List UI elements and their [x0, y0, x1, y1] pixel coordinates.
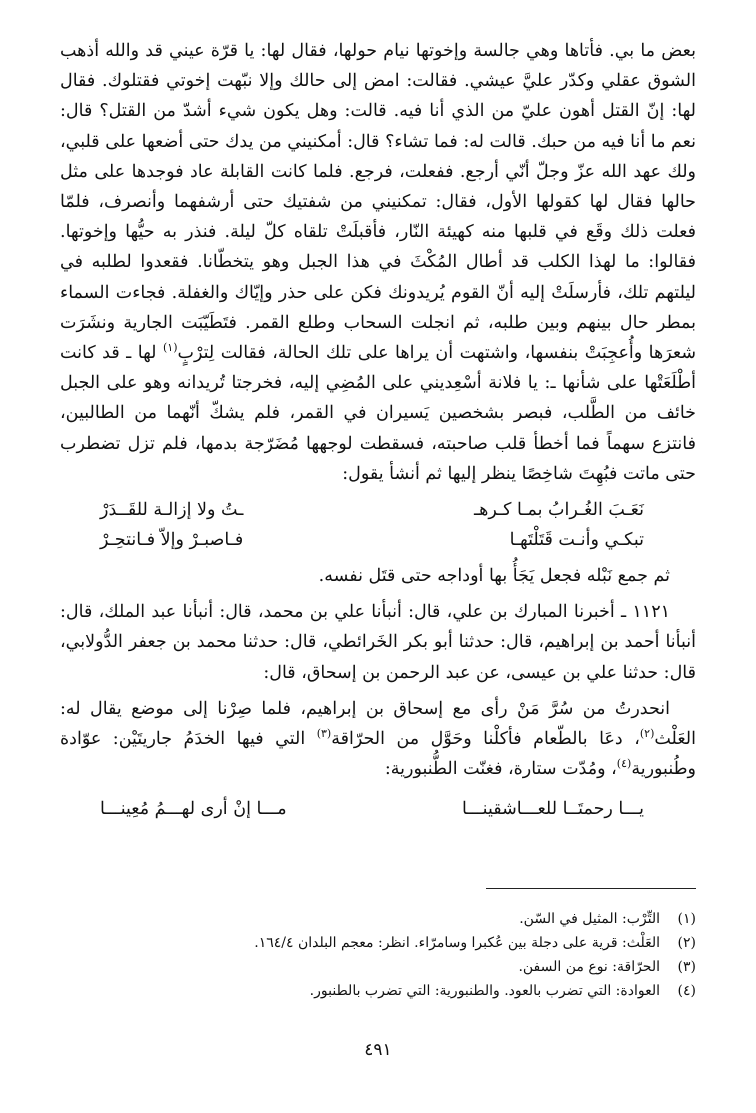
footnote-item — [60, 979, 696, 1003]
footnotes — [60, 907, 696, 1003]
footnote-number: (٣) — [677, 959, 696, 976]
narration-part1: انحدرتُ من سُرَّ مَنْ رأى مع إسحاق بن إبراهيم، فلما صِرْنا إلى موضع يقال له: العَلْث — [60, 698, 696, 750]
page-number: ٤٩١ — [364, 1040, 392, 1060]
narration-part4: ، ومُدّت ستارة، فغنّت الطُّنبورية: — [384, 759, 617, 780]
footnote-text: العوادة: التي تضرب بالعود. والطنبورية: التي تضرب بالطنبور. — [309, 983, 660, 1000]
verse-line — [60, 794, 696, 824]
item-isnad-line2: قال: أنبأنا أحمد بن إبراهيم، قال: حدثنا أبو بكر الخَرائطي، قال: حدثنا محمد بن جعفر الدُّولابي، قال: حدثنا علي بن عيسى، عن عبد الرحمن بن إسحاق، قال: — [60, 602, 696, 683]
verse-second-hemistich: فـاصبـرْ وإلاّ فـانتحِـرْ — [100, 530, 244, 551]
footnote-number: (٢) — [677, 935, 696, 952]
poem-block — [60, 495, 696, 555]
verse-line — [60, 495, 696, 525]
narration-part2: ، دعَا بالطّعام فأكلْنا وحَوَّل من الحرّاقة — [331, 729, 640, 750]
verse-second-hemistich: ـتُ ولا إزالـة للقَــدَرْ — [100, 500, 244, 521]
paragraph-item-1121 — [60, 597, 696, 688]
footnote-number: (١) — [677, 911, 696, 928]
verse-first-hemistich: نَعَـبَ الغُـرابُ بمـا كـرهـ — [474, 500, 644, 521]
narration-part3: التي فيها الخدَمُ جاريتَيْن: عوّادة وطُنبورية — [60, 729, 696, 780]
footnote-text: الحرّاقة: نوع من السفن. — [518, 959, 660, 976]
footnote-text: العَلْث: قرية على دجلة بين عُكبرا وسامرّاء. انظر: معجم البلدان ١٦٤/٤. — [254, 935, 660, 952]
verse-first-hemistich: يـــا رحمتَــا للعـــاشقينـــا — [461, 799, 644, 820]
footnote-ref-2: (٢) — [639, 727, 655, 741]
footnote-text: التِّرْب: المثيل في السّن. — [519, 911, 660, 928]
paragraph-narration — [60, 694, 696, 785]
paragraph-after-verse: ثم جمع نَبْله فجعل يَجَأُ بها أوداجه حتى قتَل نفسه. — [318, 566, 670, 587]
footnote-item — [60, 955, 696, 979]
story-text-part2: لها ـ قد كانت أطْلَعَتْها على شأنها ـ: يا فلانة أسْعِديني على المُضِي إليه، فخرجتا تُريدانه وهو على الجبل خائف من الطَّلب، فبصر بشخصين يَسيران في القمر، فلم يشكّ أنّهما من الطالبين، فانتزع سهماً فما أخطأ قلب صاحبته، فسقطت لوجهها مُضَرّجة بدمها، فلم تزل تضطرب حتى ماتت فبُهِتَ شاخِصًا ينظر إليها ثم أنشأ يقول: — [60, 343, 696, 484]
footnote-item — [60, 931, 696, 955]
footnote-ref-4: (٤) — [616, 757, 632, 771]
footnote-item — [60, 907, 696, 931]
footnote-ref-3: (٣) — [316, 727, 332, 741]
footnote-number: (٤) — [677, 983, 696, 1000]
verse-second-hemistich: مـــا إنْ أرى لهـــمُ مُعِينـــا — [100, 799, 287, 820]
main-text — [60, 36, 696, 824]
verse-line — [60, 525, 696, 555]
footnote-separator — [486, 888, 696, 889]
verse-first-hemistich: تبكـي وأنـت قَتَلْتَهـا — [509, 530, 644, 551]
story-text-part1: بعض ما بي. فأتاها وهي جالسة وإخوتها نيام حولها، فقال لها: يا قرّة عيني قد والله أذهب الشوق عقلي وكدّر عليَّ عيشي. فقالت: امض إلى حالك وإلا نبّهت إخوتي فقتلوك. فقال لها: إنّ القتل أهون عليّ من الذي أنا فيه. قالت: وهل يكون شيء أشدّ من القتل؟ قال: نعم ما أنا فيه من حبك. قالت له: فما تشاء؟ قال: أمكنيني من يدك حتى أضعها على قلبي، ولك عهد الله عزّ وجلّ أنّي أرجع. ففعلت، فرجع. فلما كانت القابلة عاد فوجدها على مثل حالها فقال لها كقولها الأول، فقال: تمكنيني من شفتيك حتى أرشفهما وأنصرف، فلمّا فعلت ذلك وقَع في قلبها منه كهيئة النّار، فأقبلَتْ تلقاه كلّ ليلة. فنذر به حيُّها وإخوتها. فقالوا: ما لهذا الكلب قد أطال المُكْثَ في هذا الجبل وهو يتخطّانا. فقعدوا لطلبه في ليلتهم تلك، فأرسلَتْ إليه أنّ القوم يُريدونك فكن على حذر وإيّاك والغفلة. فجاءت السماء بمطر حال بينهم وبين طلبه، ثم انجلت السحاب وطلع القمر. فتَطَيّبَت الجارية ونشَرَت شعرَها وأُعجِبَتْ بنفسها، واشتهت أن يراها على تلك الحالة، فقالت لِترْبٍ — [60, 41, 696, 364]
item-isnad-line1: ١١٢١ ـ أخبرنا المبارك بن علي، قال: أنبأنا علي بن محمد، قال: أنبأنا عبد الملك، — [98, 602, 670, 623]
paragraph-story — [60, 36, 696, 489]
footnote-ref-1: (١) — [162, 341, 178, 355]
